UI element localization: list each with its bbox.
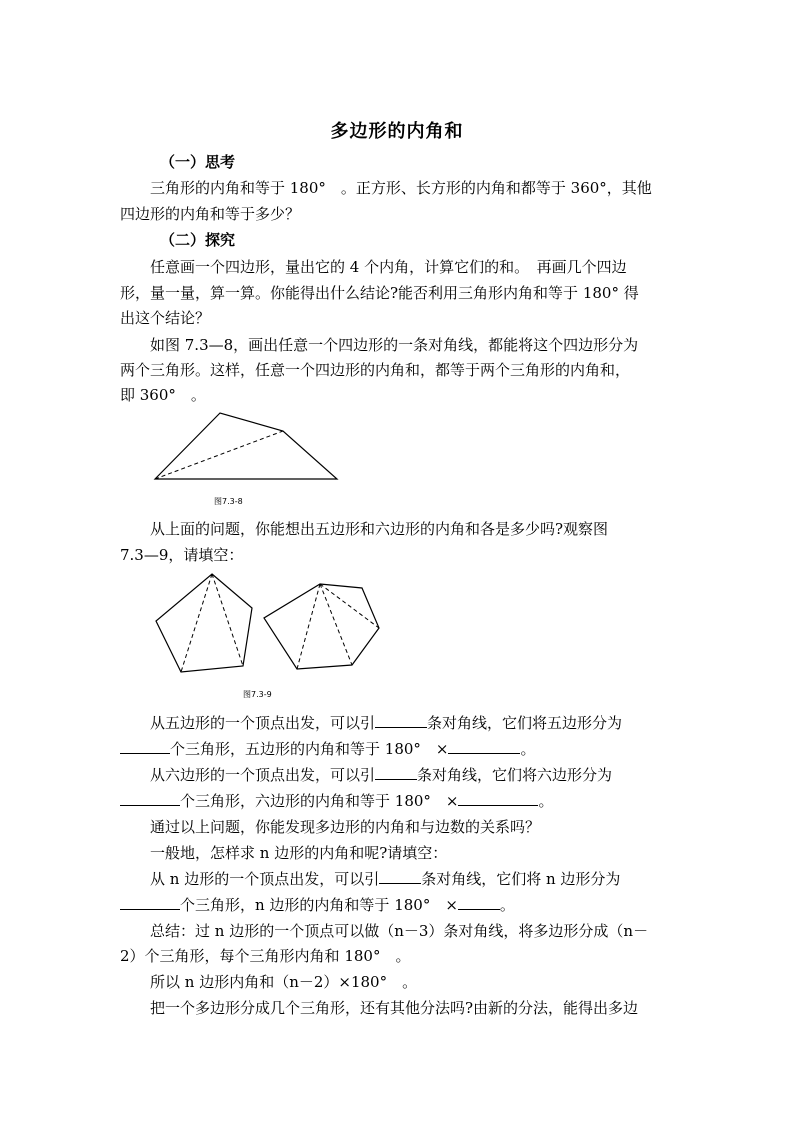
section-heading-think: （一）思考 xyxy=(160,153,236,171)
ngon-fill-line xyxy=(120,895,515,915)
fill-text: 从六边形的一个顶点出发，可以引 xyxy=(150,766,376,784)
answer-blank[interactable] xyxy=(375,765,417,780)
fill-text: 个三角形，五边形的内角和等于 180° × xyxy=(170,740,449,758)
fill-text: 。 xyxy=(499,896,515,914)
fill-text: 从五边形的一个顶点出发，可以引 xyxy=(150,714,376,732)
figure-caption: 图7.3-8 xyxy=(214,497,243,506)
section-heading-explore: （二）探究 xyxy=(160,231,236,249)
answer-blank[interactable] xyxy=(458,895,500,910)
fill-text: 。 xyxy=(520,740,536,758)
explore-paragraph-line: 出这个结论？ xyxy=(120,309,211,327)
summary-line: 2）个三角形，每个三角形内角和 180° 。 xyxy=(120,947,411,965)
fill-text: 条对角线，它们将 n 边形分为 xyxy=(421,870,621,888)
hexagon-fill-line xyxy=(150,765,612,785)
summary-line: 总结：过 n 边形的一个顶点可以做（n－3）条对角线，将多边形分成（n－ xyxy=(150,922,649,940)
fill-text: 。 xyxy=(538,792,554,810)
ngon-fill-line xyxy=(150,869,620,889)
answer-blank[interactable] xyxy=(120,739,170,754)
think-paragraph-line: 三角形的内角和等于 180° 。正方形、长方形的内角和都等于 360°，其他 xyxy=(150,179,652,197)
question-line: 一般地，怎样求 n 边形的内角和呢?请填空： xyxy=(150,844,448,862)
fill-text: 个三角形，六边形的内角和等于 180° × xyxy=(180,792,459,810)
pentagon-fill-line xyxy=(150,713,622,733)
page-title: 多边形的内角和 xyxy=(330,121,464,142)
answer-blank[interactable] xyxy=(458,791,538,806)
answer-blank[interactable] xyxy=(120,895,180,910)
answer-blank[interactable] xyxy=(120,791,180,806)
summary-line: 所以 n 边形内角和（n－2）×180° 。 xyxy=(150,973,418,991)
figure-caption: 图7.3-9 xyxy=(243,690,272,699)
answer-blank[interactable] xyxy=(379,869,421,884)
question-line: 7.3—9，请填空： xyxy=(120,546,244,564)
pentagon-fill-line xyxy=(120,739,535,759)
fill-text: 个三角形，n 边形的内角和等于 180° × xyxy=(180,896,458,914)
fill-text: 条对角线，它们将五边形分为 xyxy=(427,714,623,732)
question-line: 从上面的问题，你能想出五边形和六边形的内角和各是多少吗?观察图 xyxy=(150,520,609,538)
explore-paragraph-line: 任意画一个四边形，量出它的 4 个内角，计算它们的和。 再画几个四边 xyxy=(150,258,627,276)
fill-text: 从 n 边形的一个顶点出发，可以引 xyxy=(150,870,380,888)
explore-paragraph-line: 形，量一量，算一算。你能得出什么结论?能否利用三角形内角和等于 180° 得 xyxy=(120,284,639,302)
think-paragraph-line: 四边形的内角和等于多少？ xyxy=(120,205,301,223)
explore-paragraph-line: 两个三角形。这样，任意一个四边形的内角和，都等于两个三角形的内角和， xyxy=(120,361,631,379)
explore-paragraph-line: 如图 7.3—8，画出任意一个四边形的一条对角线，都能将这个四边形分为 xyxy=(150,336,639,354)
summary-line: 把一个多边形分成几个三角形，还有其他分法吗?由新的分法，能得出多边 xyxy=(150,999,639,1017)
hexagon-fill-line xyxy=(120,791,553,811)
question-line: 通过以上问题，你能发现多边形的内角和与边数的关系吗？ xyxy=(150,818,541,836)
explore-paragraph-line: 即 360° 。 xyxy=(120,386,206,404)
fill-text: 条对角线，它们将六边形分为 xyxy=(417,766,613,784)
answer-blank[interactable] xyxy=(375,713,427,728)
answer-blank[interactable] xyxy=(448,739,520,754)
